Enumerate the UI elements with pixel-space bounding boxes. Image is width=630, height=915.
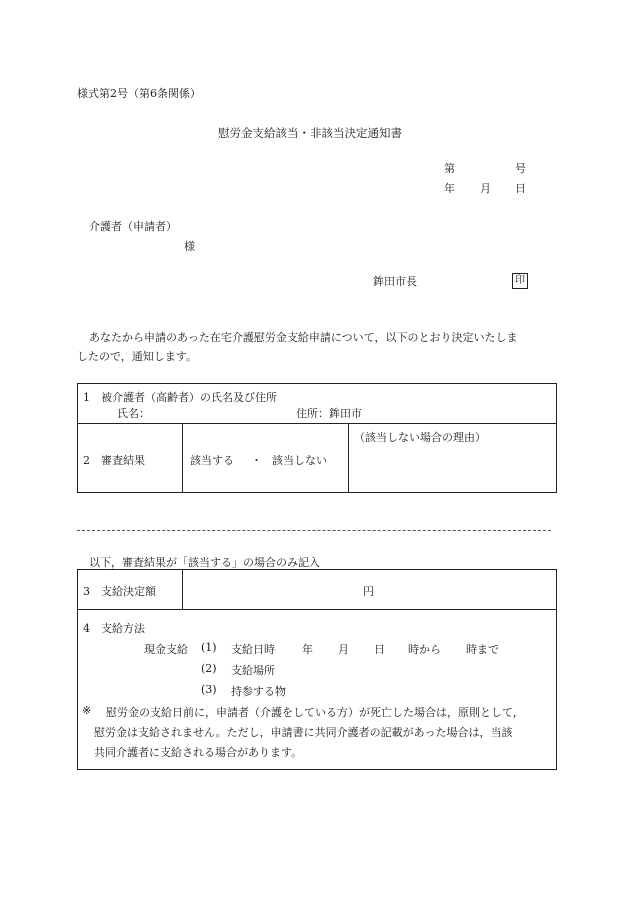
row1-heading: 1 被介護者（高齢者）の氏名及び住所 [83, 391, 277, 404]
item1-month: 月 [338, 643, 349, 656]
reason-label: （該当しない場合の理由） [354, 431, 486, 444]
date-day: 日 [515, 182, 526, 195]
recipient-label: 介護者（申請者） [89, 220, 177, 233]
number-prefix: 第 [444, 162, 455, 175]
row3-label: 3 支給決定額 [83, 585, 156, 598]
dashed-separator [77, 530, 551, 531]
note-line-3: 共同介護者に支給される場合があります。 [94, 746, 303, 759]
item1-until: 時まで [466, 643, 499, 656]
note-mark: ※ [82, 704, 92, 717]
item2-text: 支給場所 [231, 664, 275, 677]
row2-label: 2 審査結果 [83, 454, 145, 467]
table-review-col-divider-1 [182, 423, 183, 493]
note-line-1: 慰労金の支給日前に，申請者（介護をしている方）が死亡した場合は，原則として， [106, 706, 524, 719]
option-applicable: 該当する [190, 454, 234, 467]
document-title: 慰労金支給該当・非該当決定通知書 [218, 126, 402, 140]
table-review-col-divider-2 [348, 423, 349, 493]
item2-number: (2) [201, 662, 217, 675]
item1-year: 年 [302, 643, 313, 656]
body-line-2: したので，通知します。 [77, 350, 197, 363]
address-label: 住所：鉾田市 [296, 407, 362, 420]
item1-from: 時から [408, 643, 441, 656]
section-note: 以下，審査結果が「該当する」の場合のみ記入 [89, 556, 320, 569]
table-payment-col-divider [182, 569, 183, 609]
issuer-name: 鉾田市長 [373, 275, 417, 288]
cash-label: 現金支給 [144, 643, 188, 656]
item1-number: (1) [201, 641, 217, 654]
body-line-1: あなたから申請のあった在宅介護慰労金支給申請について，以下のとおり決定いたしま [89, 331, 518, 344]
option-separator: ・ [251, 454, 262, 467]
name-label: 氏名： [117, 407, 150, 420]
number-suffix: 号 [515, 162, 526, 175]
note-line-2: 慰労金は支給されません。ただし，申請書に共同介護者の記載があった場合は，当該 [94, 726, 513, 739]
table-review-divider [77, 423, 557, 424]
row4-heading: 4 支給方法 [83, 622, 145, 635]
item1-text: 支給日時 [231, 643, 275, 656]
option-not-applicable: 該当しない [272, 454, 327, 467]
item3-text: 持参する物 [231, 685, 286, 698]
date-year: 年 [444, 182, 455, 195]
seal-stamp: 印 [512, 273, 528, 289]
form-number: 様式第2号（第6条関係） [77, 87, 201, 100]
item3-number: (3) [201, 683, 217, 696]
recipient-honorific: 様 [184, 240, 195, 253]
date-month: 月 [480, 182, 491, 195]
table-payment-divider [77, 609, 557, 610]
item1-day: 日 [374, 643, 385, 656]
amount-unit: 円 [363, 585, 374, 598]
